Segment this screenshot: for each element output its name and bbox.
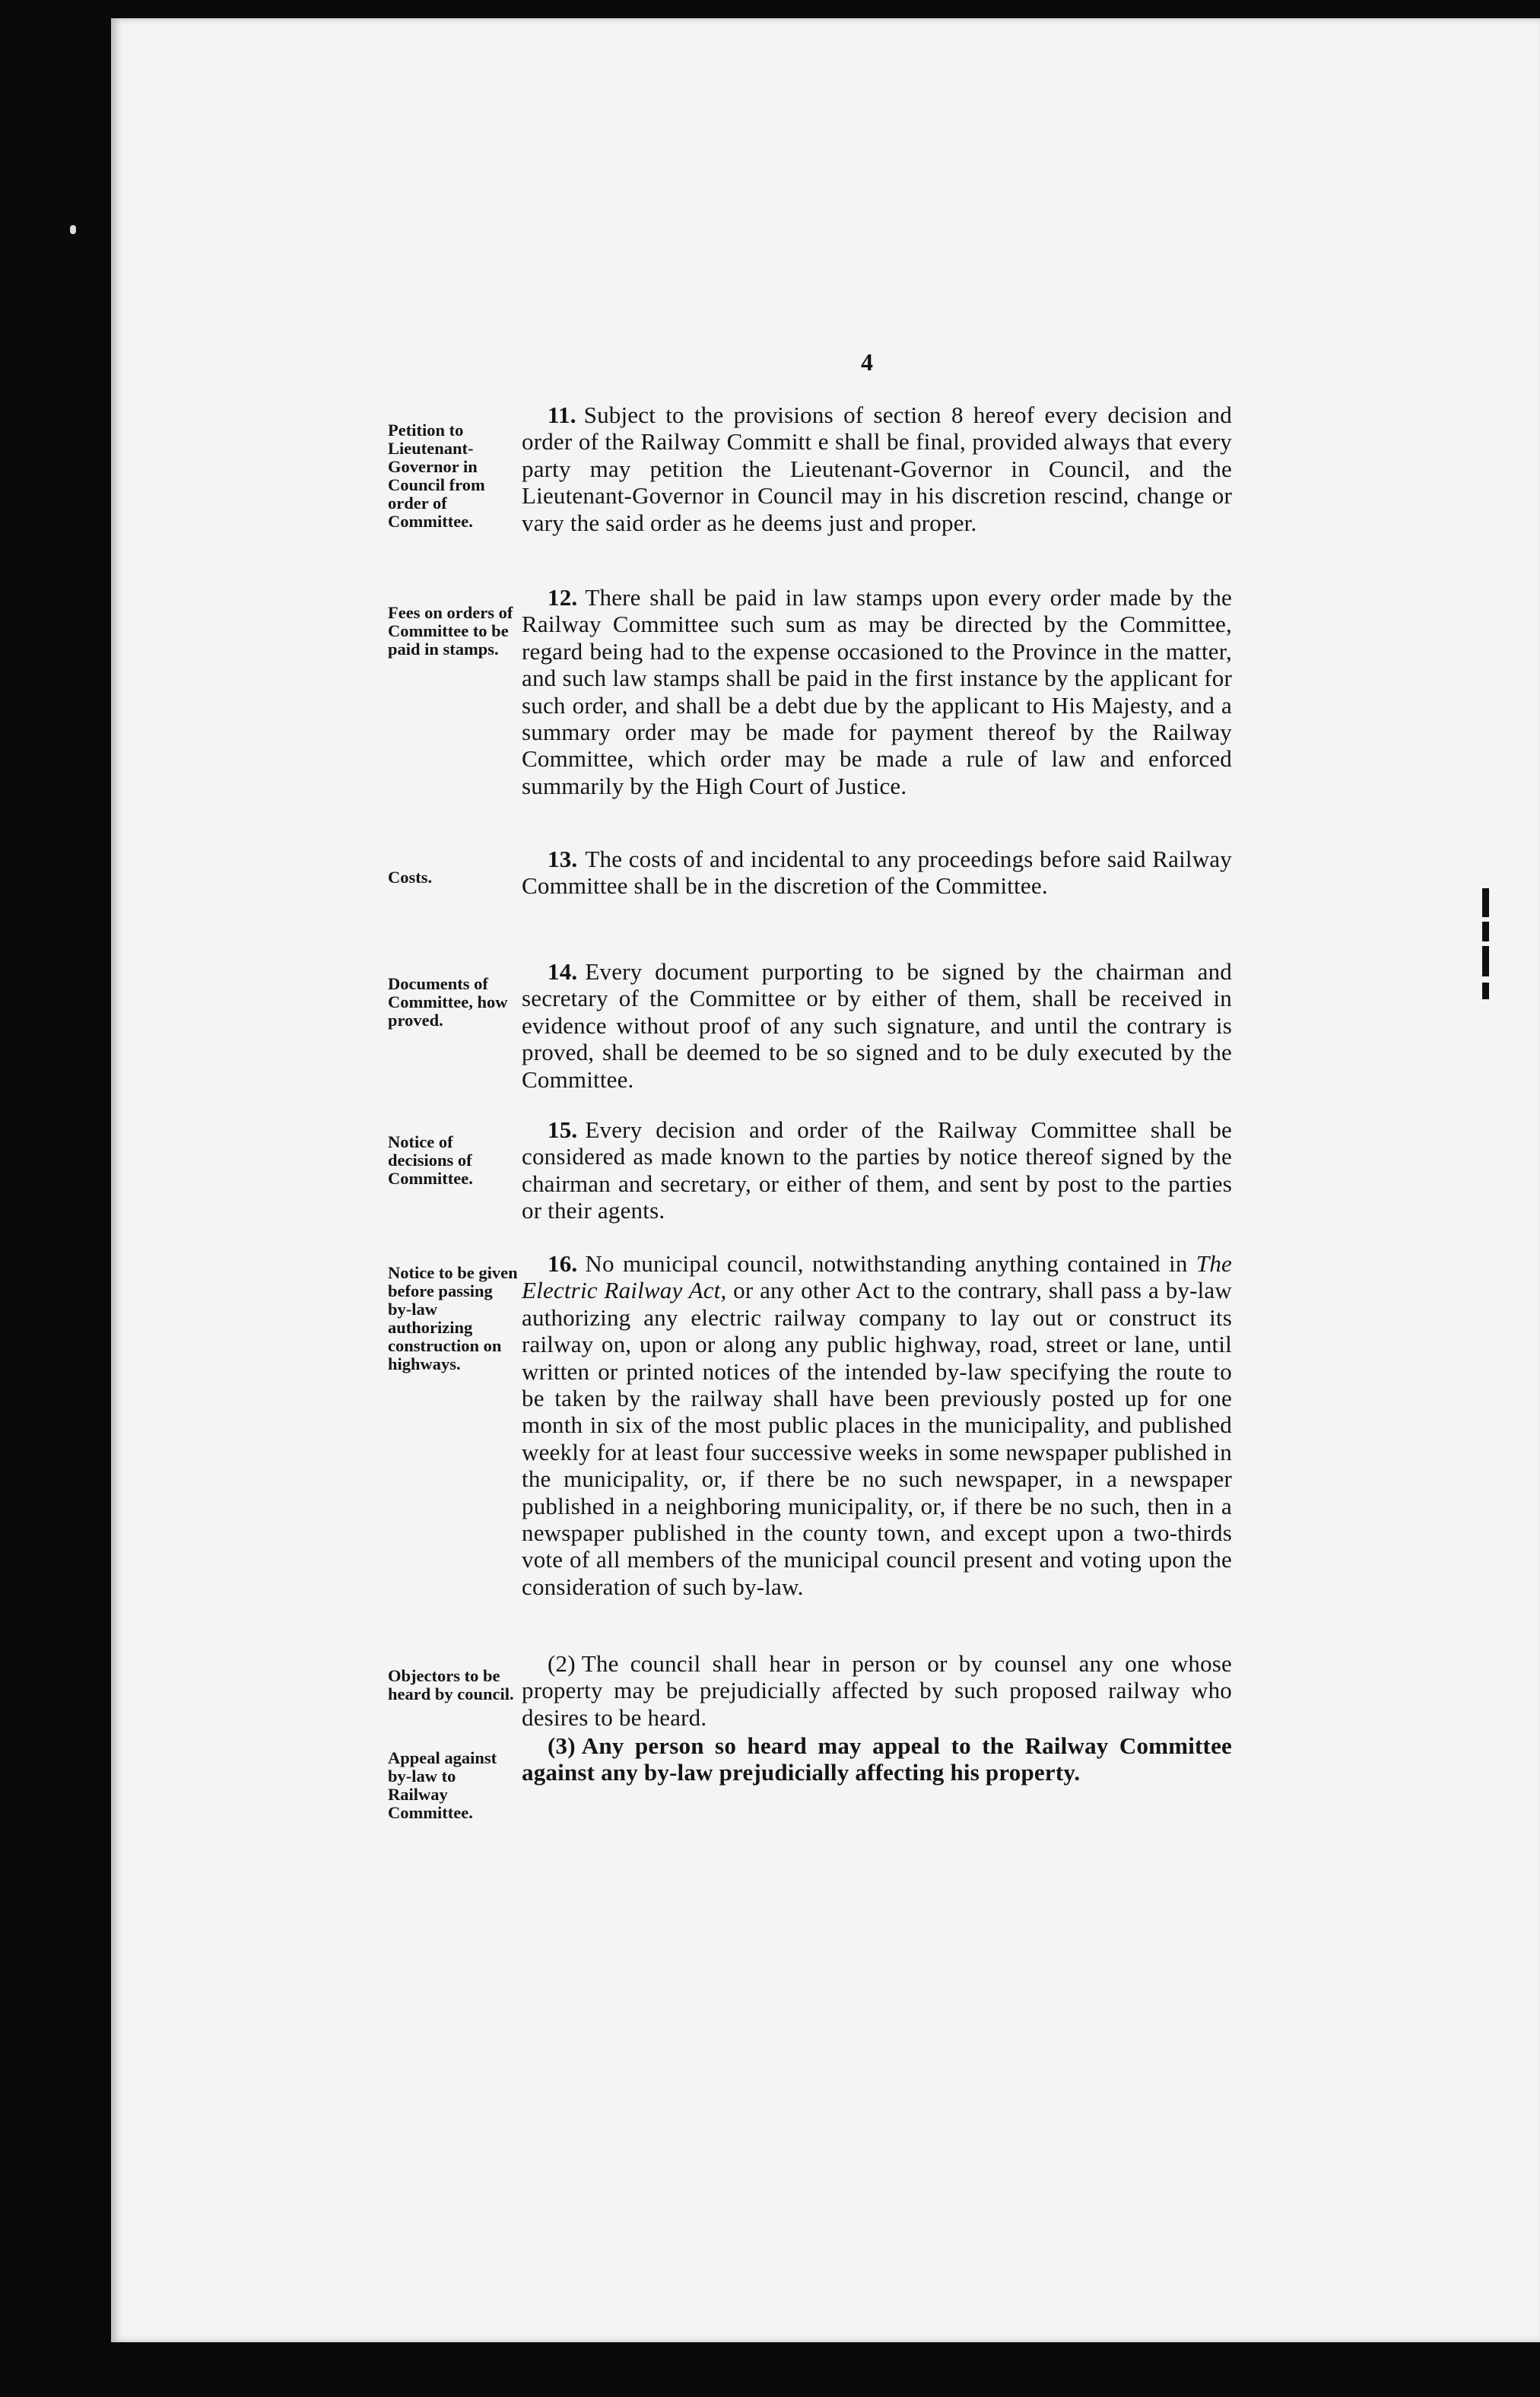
marginal-note: Documents of Committee, how proved. [388, 974, 508, 1030]
scan-border-bottom [0, 2342, 1540, 2397]
section-body: Every document purporting to be signed by the chairman and secretary of the Committee or by either of them, shall be received in evidence without proof of any such signature, and until the contrary is proved, shall be deemed to be so signed and to be duly executed by the Committee. [522, 958, 1232, 1093]
section-text [522, 1732, 1232, 1786]
section-text [522, 1650, 1232, 1731]
section-body: No municipal council, notwithstanding anything contained in [585, 1250, 1188, 1277]
subsection-number: (2) [548, 1650, 576, 1677]
section-body: The costs of and incidental to any proceedings before said Railway Committee shall be in the discretion of the Committee. [522, 846, 1232, 900]
section-body: Subject to the provisions of section 8 hereof every decision and order of the Railway Committ e shall be final, provided always that every party may petition the Lieutenant-Governor in Council, and the Lieutenant-Governor in Council may in his discretion rescind, change or vary the said order as he deems just and proper. [522, 402, 1232, 536]
section-number: 14. [548, 958, 578, 985]
section-text [522, 584, 1232, 799]
marginal-note: Fees on orders of Committee to be paid in stamps. [388, 603, 513, 659]
section-number: 12. [548, 584, 578, 611]
section-number: 13. [548, 846, 578, 872]
act-title: The Electric Railway Act, [522, 1250, 1233, 1304]
marginal-note: Notice to be given before passing by-law authorizing construction on highways. [388, 1263, 518, 1373]
marginal-note: Appeal against by-law to Railway Committee. [388, 1748, 497, 1822]
subsection-number: (3) [548, 1732, 576, 1759]
section-body: Any person so heard may appeal to the Railway Committee against any by-law prejudicially affecting his property. [522, 1732, 1232, 1786]
scan-speck [70, 225, 76, 234]
section-text [522, 846, 1232, 900]
marginal-note: Notice of decisions of Committee. [388, 1132, 473, 1188]
binding-mark [1482, 888, 1489, 1002]
section-number: 16. [548, 1250, 578, 1277]
marginal-note: Petition to Lieutenant-Governor in Council from order of Committee. [388, 421, 485, 531]
section-body: Every decision and order of the Railway Committee shall be considered as made known to the parties by notice thereof signed by the chairman and secretary, or either of them, and sent by post to the parties or their agents. [522, 1116, 1232, 1224]
marginal-note: Objectors to be heard by council. [388, 1666, 514, 1703]
section-body: The council shall hear in person or by counsel any one whose property may be prejudicially affected by such proposed railway who desires to be heard. [522, 1650, 1232, 1731]
section-text [522, 958, 1232, 1093]
marginal-note: Costs. [388, 868, 433, 887]
section-body-cont: or any other Act to the contrary, shall pass a by-law authorizing any electric railway company to lay out or construct its railway on, upon or along any public highway, road, street or lane, until written or printed notices of the intended by-law specifying the route to be taken by the railway shall have been previously posted up for one month in six of the most public places in the municipality, and published weekly for at least four successive weeks in some newspaper published in the municipality, or, if there be no such newspaper, in a newspaper published in a neighboring municipality, or, if there be no such, then in a newspaper published in the county town, and except upon a two-thirds vote of all members of the municipal council present and voting upon the consideration of such by-law. [522, 1277, 1232, 1600]
page-number: 4 [861, 348, 873, 376]
section-text [522, 1250, 1232, 1600]
section-body: There shall be paid in law stamps upon every order made by the Railway Committee such sum as may be directed by the Committee, regard being had to the expense occasioned to the Province in the matter, and such law stamps shall be paid in the first instance by the applicant for such order, and shall be a debt due by the applicant to His Majesty, and a summary order may be made for payment thereof by the Railway Committee, which order may be made a rule of law and enforced summarily by the High Court of Justice. [522, 584, 1232, 799]
section-number: 11. [548, 402, 576, 428]
section-text [522, 402, 1232, 536]
section-number: 15. [548, 1116, 578, 1143]
section-text [522, 1116, 1232, 1224]
scan-border-top [0, 0, 1540, 18]
